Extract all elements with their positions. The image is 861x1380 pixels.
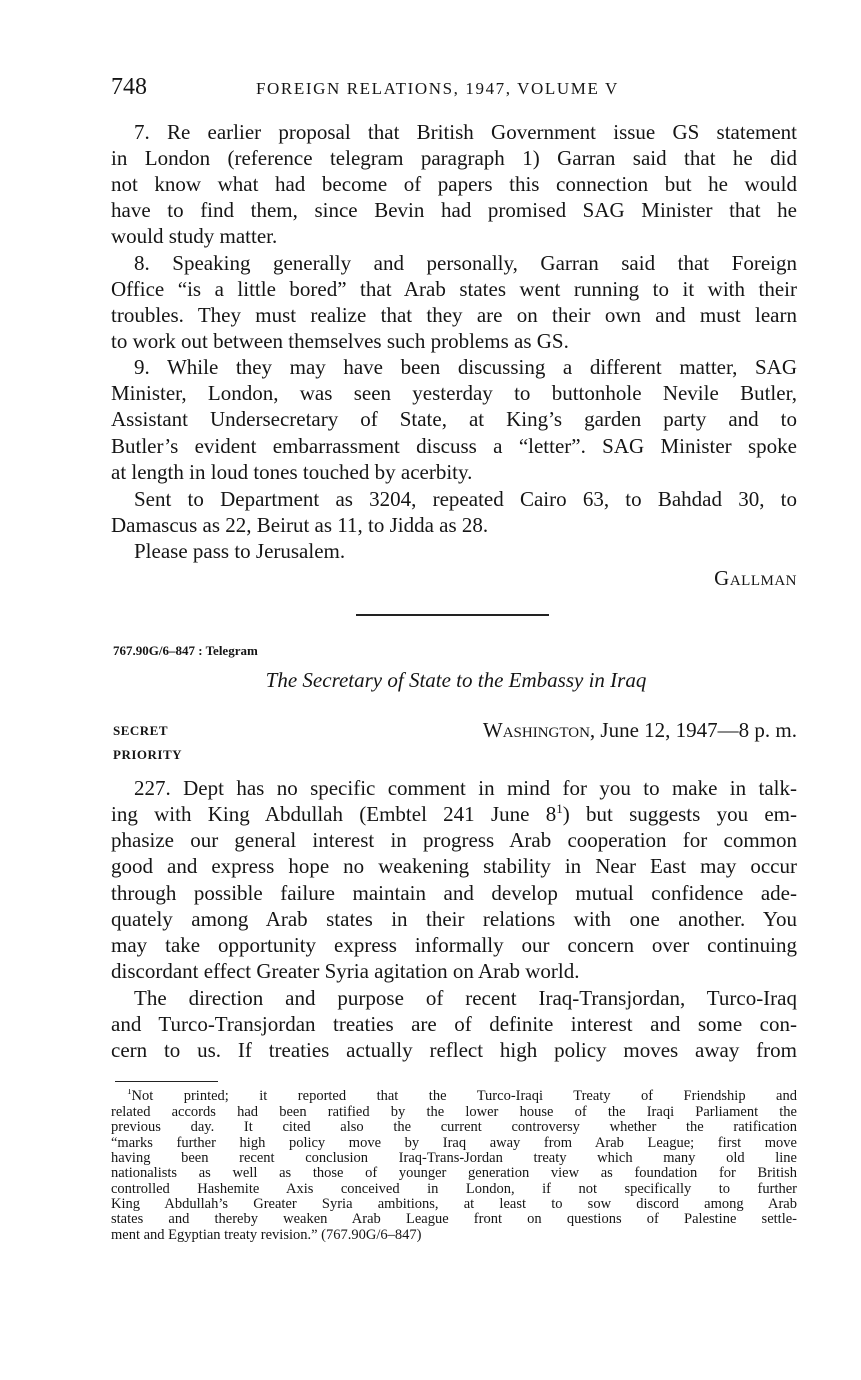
text-line: through possible failure maintain and develop mutual confidence ade-: [111, 881, 797, 905]
text-line: troubles. They must realize that they are on their own and must learn: [111, 303, 797, 327]
dateline: [483, 716, 797, 744]
dateline-place: Washington: [482, 718, 590, 742]
text-line: The direction and purpose of recent Iraq-Transjordan, Turco-Iraq: [134, 986, 797, 1010]
text-line: in London (reference telegram paragraph 1) Garran said that he did: [111, 146, 797, 170]
text-line: have to find them, since Bevin had promised SAG Minister that he: [111, 198, 797, 222]
document-title: The Secretary of State to the Embassy in Iraq: [265, 668, 647, 692]
footnote-line: “marks further high policy move by Iraq away from Arab League; first move: [111, 1136, 797, 1151]
text-line: discordant effect Greater Syria agitation on Arab world.: [111, 959, 580, 983]
footnote-line: [127, 1089, 797, 1104]
text-line: Minister, London, was seen yesterday to buttonhole Nevile Butler,: [111, 381, 797, 405]
footnote-line: ment and Egyptian treaty revision.” (767.90G/6–847): [111, 1228, 422, 1243]
text-line: cern to us. If treaties actually reflect high policy moves away from: [111, 1038, 797, 1062]
page-number: 748: [111, 74, 147, 100]
footnote-line: having been recent conclusion Iraq-Trans-Jordan treaty which many old line: [111, 1151, 797, 1166]
text-line: Assistant Undersecretary of State, at King’s garden party and to: [111, 407, 797, 431]
footnote-line: related accords had been ratified by the lower house of the Iraqi Parliament the: [111, 1105, 797, 1120]
text-line: 7. Re earlier proposal that British Government issue GS statement: [134, 120, 797, 144]
text-line: good and express hope no weakening stability in Near East may occur: [111, 854, 797, 878]
classification-label: SECRET: [113, 723, 169, 738]
page-header: [111, 72, 801, 102]
running-head: FOREIGN RELATIONS, 1947, VOLUME V: [256, 79, 619, 98]
text-line: Please pass to Jerusalem.: [134, 539, 346, 563]
file-reference: 767.90G/6–847 : Telegram: [113, 643, 258, 658]
footnote-text: Not printed; it reported that the Turco-Iraqi Treaty of Friendship and: [131, 1089, 797, 1104]
dateline-date: , June 12, 1947—8 p. m.: [589, 718, 797, 742]
text-line: 9. While they may have been discussing a different matter, SAG: [134, 355, 797, 379]
footnote-line: previous day. It cited also the current controversy whether the ratification: [111, 1120, 797, 1135]
text-segment: ) but suggests you em-: [562, 802, 797, 826]
text-line: Sent to Department as 3204, repeated Cairo 63, to Bahdad 30, to: [134, 487, 797, 511]
text-line: Damascus as 22, Beirut as 11, to Jidda as 28.: [111, 513, 489, 537]
footnote-line: King Abdullah’s Greater Syria ambitions, at least to sow discord among Arab: [111, 1197, 797, 1212]
text-line: would study matter.: [111, 224, 278, 248]
priority-label: PRIORITY: [113, 747, 183, 762]
text-line: quately among Arab states in their relations with one another. You: [111, 907, 797, 931]
text-segment: ing with King Abdullah (Embtel 241 June 8: [111, 802, 557, 826]
footnote-line: states and thereby weaken Arab League front on questions of Palestine settle-: [111, 1212, 797, 1227]
text-line: at length in loud tones touched by acerbity.: [111, 460, 473, 484]
text-line: not know what had become of papers this connection but he would: [111, 172, 797, 196]
footnote-line: controlled Hashemite Axis conceived in London, if not specifically to further: [111, 1182, 797, 1197]
footnote-rule: [115, 1081, 218, 1082]
text-line: Office “is a little bored” that Arab states went running to it with their: [111, 277, 797, 301]
text-line: may take opportunity express informally our concern over continuing: [111, 933, 797, 957]
footnote-line: nationalists as well as those of younger generation view as foundation for British: [111, 1166, 797, 1181]
text-line: and Turco-Transjordan treaties are of definite interest and some con-: [111, 1012, 797, 1036]
text-line: [111, 801, 797, 827]
footnote-marker: 1: [127, 1089, 132, 1097]
footnote-reference: 1: [556, 801, 563, 816]
text-line: phasize our general interest in progress Arab cooperation for common: [111, 828, 797, 852]
text-line: 8. Speaking generally and personally, Garran said that Foreign: [134, 251, 797, 275]
text-line: to work out between themselves such problems as GS.: [111, 329, 569, 353]
text-line: 227. Dept has no specific comment in mind for you to make in talk-: [134, 776, 797, 800]
text-line: Butler’s evident embarrassment discuss a “letter”. SAG Minister spoke: [111, 434, 797, 458]
signature: Gallman: [714, 566, 797, 590]
section-divider: [356, 614, 549, 616]
